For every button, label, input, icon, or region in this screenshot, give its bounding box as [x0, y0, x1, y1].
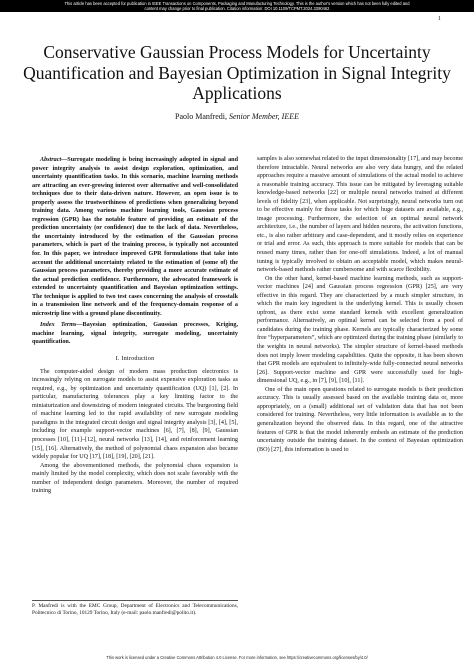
section-heading: I. Introduction	[115, 355, 155, 363]
body-paragraph: On the other hand, kernel-based machine learning methods, such as support-vector machines [24] and Gaussian process regression (GPR) [25], are very effective in this regard. They are characterized by a much simpler structure, in which the main key ingredient is the underlying kernel. This is usually chosen upfront, as there exist some standard kernels with excellent generalization performance. Alternatively, an optimal kernel can be selected from a pool of candidates during the training phase. Kernels are typically characterized by some free “hyperparameters”, which are optimized during the training phase (similarly to the weights in neural networks). The simpler structure of kernel-based methods does not imply lower modeling capabilities. Quite the opposite, it has been shown that GPR models are equivalent to infinitely-wide fully-connected neural networks [26]. Support-vector machine and GPR were successfully used for high-dimensional UQ, e.g., in [7], [9], [10], [11].	[257, 275, 463, 385]
author-name: Paolo Manfredi,	[175, 112, 227, 121]
banner-line-1: This article has been accepted for publication in IEEE Transactions on Components, Packaging and Manufacturing Technology. This is the author's version which has not been fully edited and	[64, 0, 410, 6]
index-terms	[32, 321, 238, 347]
license-footer: This work is licensed under a Creative Commons Attribution 4.0 License. For more information, see https://creativecommons.org/licenses/by/4.0/	[106, 655, 368, 660]
intro-paragraph: The computer-aided design of modern mass production electronics is increasingly relying on surrogate models to assist expensive exploration tasks as required, e.g., by optimization and uncertainty quantification (UQ) [1], [2]. In particular, manufacturing tolerances play a key limiting factor to the miniaturization and downsizing of modern integrated circuits. The burgeoning field of machine learning led to the rapid availability of new surrogate modeling paradigms in the integrated circuit design and signal integrity analysis [3], [4], [5], including for example support-vector machines [6], [7], [8], [9], Gaussian processes [10], [11]–[12], neural networks [13], [14], and reinforcement learning [15], [16]. Alternatively, the method of polynomial chaos expansion also became widely popular for UQ [17], [18], [19], [20], [21].	[32, 368, 238, 461]
page-number: 1	[438, 16, 441, 22]
index-terms-label: Index Terms	[40, 322, 77, 329]
abstract	[32, 156, 238, 318]
index-terms-text: —Bayesian optimization, Gaussian processes, Kriging, machine learning, signal integrity, surrogate modeling, uncertainty quantification.	[32, 322, 238, 346]
paper-title: Conservative Gaussian Process Models for Uncertainty Quantification and Bayesian Optimization in Signal Integrity Applications	[23, 42, 451, 103]
right-column	[257, 155, 463, 454]
author-grade: Senior Member, IEEE	[229, 112, 299, 121]
banner-line-2: content may change prior to final publication. Citation information: DOI 10.1109/TCPMT.2024.3390462	[144, 5, 330, 11]
body-paragraph: samples is also somewhat related to the input dimensionality [17], and may become therefore intractable. Neural networks are also very data hungry, and the related approaches require a massive amount of simulations of the actual model to achieve a reasonable training accuracy. This issue can be mitigated by leveraging suitable knowledge-based networks [22] or multiple neural networks trained at different levels of fidelity [23], when applicable. Not surprisingly, neural networks turn out to be effective mainly for those tasks for which huge datasets are available, e.g., image processing. Furthermore, the selection of an optimal neural network architecture, i.e., the number of layers and hidden neurons, the activation functions, etc., is also rather arbitrary and case-dependent, and it mostly relies on experience or trial and error. As such, this approach is more suitable for models that can be reused many times, rather than for one-off simulations. Indeed, a lot of manual tuning is typically involved to obtain an acceptable model, which makes neural-network-based methods rather cumbersome and with scarce flexibility.	[257, 156, 463, 274]
body-paragraph: One of the main open questions related to surrogate models is their prediction accuracy. This is usually assessed based on the available training data or, more appropriately, on a (small) additional set of validation data that has not been considered for training. Nevertheless, very little information is available as to the generalization beyond the observed data. In this regard, one of the attractive features of GPR is that the model inherently embeds an estimate of the prediction uncertainty outside the training dataset. In the context of Bayesian optimization (BO) [27], this information is used to	[257, 386, 463, 453]
abstract-text: —Surrogate modeling is being increasingly adopted in signal and power integrity analysis to assist design exploration, optimization, and uncertainty quantification tasks. In this scenario, machine learning methods are attracting an ever-growing interest over alternative and well-consolidated techniques due to their data-driven nature. However, an open issue is to properly assess the trustworthiness of predictions when generalizing beyond training data. Among various machine learning tools, Gaussian process regression (GPR) has the notable feature of providing an estimate of the prediction uncertainty (or confidence) due to the lack of data. Nevertheless, the uncertainty introduced by the estimation of the Gaussian process parameters, which is part of the training process, is typically not accounted for. In this paper, we introduce improved GPR formulations that take into account the additional uncertainty related to the estimation of (some of) the Gaussian process parameters, thereby providing a more accurate estimate of the actual prediction confidence. Furthermore, the advocated framework is extended to uncertainty quantification and Bayesian optimization settings. The technique is applied to two test cases concerning the analysis of crosstalk in a transmission line network and of the frequency-domain response of a microstrip line with a ground plane discontinuity.	[32, 157, 238, 317]
abstract-label: Abstract	[40, 157, 62, 163]
author-line	[20, 112, 454, 121]
left-column	[32, 156, 238, 496]
intro-paragraph: Among the abovementioned methods, the polynomial chaos expansion is mainly limited by the model complexity, which does not scale favorably with the number of independent design parameters. Moreover, the number of required training	[32, 462, 238, 495]
publication-banner	[0, 0, 474, 12]
author-footnote: P. Manfredi is with the EMC Group, Department of Electronics and Telecommunications, Politecnico di Torino, 10129 Torino, Italy (e-mail: paolo.manfredi@polito.it).	[32, 600, 238, 617]
